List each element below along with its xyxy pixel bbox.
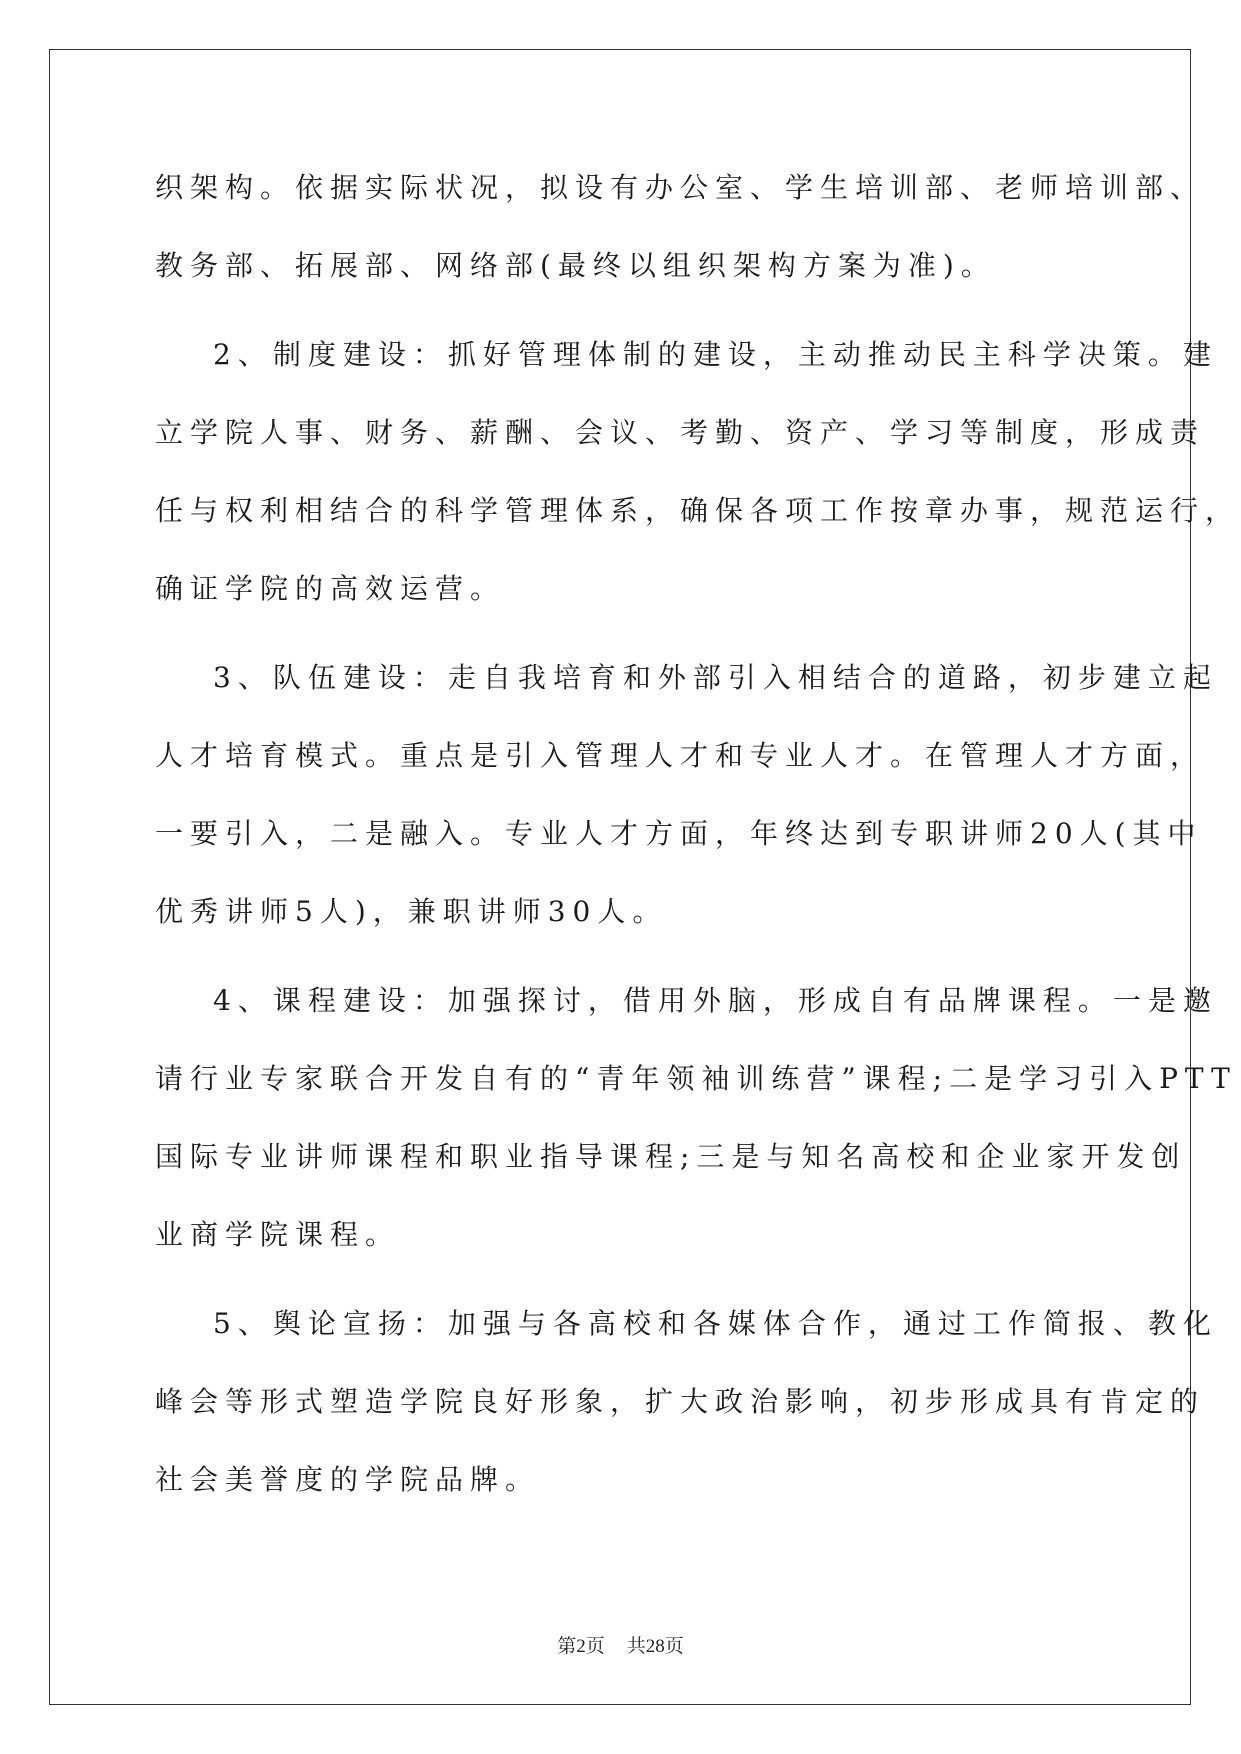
paragraph-5-first-line: 5、舆论宣扬：加强与各高校和各媒体合作，通过工作简报、教化: [213, 1307, 1218, 1340]
paragraph-3-first-line: 3、队伍建设：走自我培育和外部引入相结合的道路，初步建立起: [213, 661, 1218, 694]
page-border: [49, 49, 1191, 1705]
text-line: 确证学院的高效运营。: [155, 572, 506, 605]
page-total: 共28页: [626, 1636, 684, 1657]
page-number: 第2页: [557, 1636, 605, 1657]
text-line: 国际专业讲师课程和职业指导课程;三是与知名高校和企业家开发创: [155, 1140, 1187, 1173]
text-line: 任与权利相结合的科学管理体系，确保各项工作按章办事，规范运行，: [155, 494, 1241, 527]
text-line: 人才培育模式。重点是引入管理人才和专业人才。在管理人才方面，: [155, 739, 1206, 772]
page-footer: [0, 1631, 1241, 1658]
text-line: 教务部、拓展部、网络部(最终以组织架构方案为准)。: [155, 249, 996, 282]
text-line: 优秀讲师5人)，兼职讲师30人。: [155, 895, 668, 928]
text-line: 峰会等形式塑造学院良好形象，扩大政治影响，初步形成具有肯定的: [155, 1385, 1206, 1418]
text-line: 一要引入，二是融入。专业人才方面，年终达到专职讲师20人(其中: [155, 817, 1203, 850]
paragraph-4-first-line: 4、课程建设：加强探讨，借用外脑，形成自有品牌课程。一是邀: [213, 984, 1218, 1017]
text-line: 立学院人事、财务、薪酬、会议、考勤、资产、学习等制度，形成责: [155, 416, 1206, 449]
text-line: 织架构。依据实际状况，拟设有办公室、学生培训部、老师培训部、: [155, 171, 1206, 204]
paragraph-2-first-line: 2、制度建设：抓好管理体制的建设，主动推动民主科学决策。建: [213, 338, 1218, 371]
text-line: 社会美誉度的学院品牌。: [155, 1463, 541, 1496]
text-line: 业商学院课程。: [155, 1218, 401, 1251]
text-line: 请行业专家联合开发自有的“青年领袖训练营”课程;二是学习引入PTT: [155, 1062, 1237, 1095]
